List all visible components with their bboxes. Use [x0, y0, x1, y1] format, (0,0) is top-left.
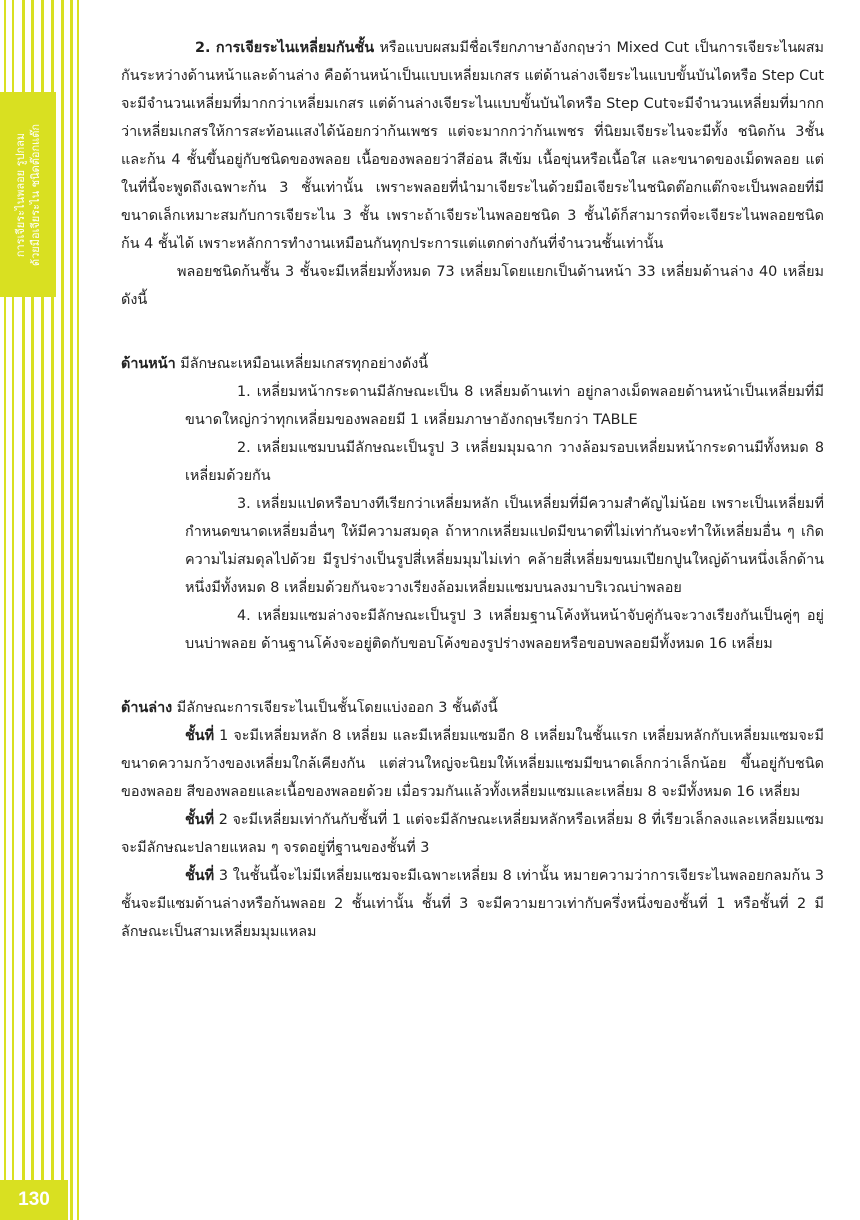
section2-paragraph: [121, 34, 824, 258]
tier-number: 3: [218, 868, 228, 884]
front-heading-line: [121, 350, 824, 378]
stripe: [61, 0, 64, 1220]
back-heading: ด้านล่าง: [121, 700, 173, 716]
front-list-item: 2. เหลี่ยมแซมบนมีลักษณะเป็นรูป 3 เหลี่ยมมุมฉาก วางล้อมรอบเหลี่ยมหน้ากระดานมีทั้งหมด 8 เหลี่ยมด้วยกัน: [185, 440, 824, 484]
tier-paragraph: [121, 722, 824, 806]
tier-label: ชั้นที่: [185, 812, 215, 828]
tier-number: 2: [218, 812, 228, 828]
tier-text: ในชั้นนี้จะไม่มีเหลี่ยมแซมจะมีเฉพาะเหลี่ยม 8 เท่านั้น หมายความว่าการเจียระไนพลอยกลมก้น 3 ชั้นจะมีแซมด้านล่างหรือก้นพลอย 2 ชั้นเท่านั้น ชั้นที่ 3 จะมีความยาวเท่ากับครึ่งหนึ่งของชั้นที่ 1 หรือชั้นที่ 2 มีลักษณะเป็นสามเหลี่ยมมุมแหลม: [121, 868, 824, 940]
tier-number: 1: [219, 728, 229, 744]
page-number: 130: [18, 1189, 50, 1210]
section2-title: การเจียระไนเหลี่ยมกันชั้น: [215, 40, 375, 56]
tier-label: ชั้นที่: [185, 728, 215, 744]
front-list: [121, 378, 824, 658]
spacer: [121, 314, 824, 350]
chapter-side-title-line1: การเจียระไนพลอย รูปกลม: [14, 132, 28, 257]
tier-label: ชั้นที่: [185, 868, 215, 884]
section2-body: หรือแบบผสมมีชื่อเรียกภาษาอังกฤษว่า Mixed Cut เป็นการเจียระไนผสมกันระหว่างด้านหน้าและด้านล่าง คือด้านหน้าเป็นแบบเหลี่ยมเกสร แต่ด้านล่างเจียระไนแบบขั้นบันไดหรือ Step Cut จะมีจำนวนเหลี่ยมที่มากกว่าเหลี่ยมเกสร แต่ด้านล่างเจียระไนแบบขั้นบันไดหรือ Step Cutจะมีจำนวนเหลี่ยมที่มากกว่าเหลี่ยมเกสรให้การสะท้อนแสงได้น้อยกว่าก้นเพชร แต่จะมากกว่าก้นเพชร ที่นิยมเจียระไนจะมีทั้ง ชนิดก้น 3ชั้น และก้น 4 ชั้นขึ้นอยู่กับชนิดของพลอย เนื้อของพลอยว่าสีอ่อน สีเข้ม เนื้อขุ่นหรือเนื้อใส และขนาดของเม็ดพลอย แต่ในที่นี้จะพูดถึงเฉพาะก้น 3 ชั้นเท่านั้น เพราะพลอยที่นำมาเจียระไนด้วยมือเจียระไนชนิดต๊อกแต๊กจะเป็นพลอยที่มีขนาดเล็กเหมาะสมกับการเจียระไน 3 ชั้น เพราะถ้าเจียระไนพลอยชนิด 3 ชั้นได้ก็สามารถที่จะเจียระไนพลอยชนิดก้น 4 ชั้นได้ เพราะหลักการทำงานเหมือนกันทุกประการแต่แตกต่างกันที่จำนวนชั้นเท่านั้น: [121, 40, 825, 252]
front-intro: มีลักษณะเหมือนเหลี่ยมเกสรทุกอย่างดังนี้: [180, 356, 429, 372]
page-number-box: [0, 1180, 68, 1220]
front-list-item: 3. เหลี่ยมแปดหรือบางทีเรียกว่าเหลี่ยมหลัก เป็นเหลี่ยมที่มีความสำคัญไม่น้อย เพราะเป็นเหลี่ยมที่กำหนดขนาดเหลี่ยมอื่นๆ ให้มีความสมดุล ถ้าหากเหลี่ยมแปดมีขนาดที่ไม่เท่ากันจะทำให้เหลี่ยมอื่น ๆ เกิดความไม่สมดุลไปด้วย มีรูปร่างเป็นรูปสี่เหลี่ยมมุมไม่เท่า คล้ายสี่เหลี่ยมขนมเปียกปูนใหญ่ด้านหนึ่งเล็กด้านหนึ่งมีทั้งหมด 8 เหลี่ยมด้วยกันจะวางเรียงล้อมเหลี่ยมแซมบนลงมาบริเวณบ่าพลอย: [185, 496, 824, 596]
spacer: [121, 658, 824, 694]
section2-summary: พลอยชนิดก้นชั้น 3 ชั้นจะมีเหลี่ยมทั้งหมด 73 เหลี่ยมโดยแยกเป็นด้านหน้า 33 เหลี่ยมด้านล่าง 40 เหลี่ยมดังนี้: [121, 264, 824, 308]
front-list-item: 1. เหลี่ยมหน้ากระดานมีลักษณะเป็น 8 เหลี่ยมด้านเท่า อยู่กลางเม็ดพลอยด้านหน้าเป็นเหลี่ยมที่มีขนาดใหญ่กว่าทุกเหลี่ยมของพลอยมี 1 เหลี่ยมภาษาอังกฤษเรียกว่า TABLE: [185, 384, 824, 428]
back-intro: มีลักษณะการเจียระไนเป็นชั้นโดยแบ่งออก 3 ชั้นดังนี้: [176, 700, 498, 716]
tier-text: จะมีเหลี่ยมหลัก 8 เหลี่ยม และมีเหลี่ยมแซมอีก 8 เหลี่ยมในชั้นแรก เหลี่ยมหลักกับเหลี่ยมแซมจะมีขนาดความกว้างของเหลี่ยมใกล้เคียงกัน แต่ส่วนใหญ่จะนิยมให้เหลี่ยมแซมมีขนาดเล็กกว่าเล็กน้อย ขึ้นอยู่กับชนิดของพลอย สีของพลอยและเนื้อของพลอยด้วย เมื่อรวมกันแล้วทั้งเหลี่ยมแซมและเหลี่ยม 8 จะมีทั้งหมด 16 เหลี่ยม: [121, 728, 824, 800]
stripe: [77, 0, 79, 1220]
tier-paragraph: [121, 806, 824, 862]
page-content: [121, 34, 824, 946]
stripe: [70, 0, 73, 1220]
front-heading: ด้านหน้า: [121, 356, 176, 372]
chapter-side-title-line2: ด้วยมือเจียระไน ชนิดต๊อกแต๊ก: [29, 123, 43, 266]
chapter-side-tab: [0, 92, 56, 297]
tier-paragraph: [121, 862, 824, 946]
section2-number: 2.: [195, 40, 211, 56]
tier-text: จะมีเหลี่ยมเท่ากันกับชั้นที่ 1 แต่จะมีลักษณะเหลี่ยมหลักหรือเหลี่ยม 8 ที่เรียวเล็กลงและเหลี่ยมแซมจะมีลักษณะปลายแหลม ๆ จรดอยู่ที่ฐานของชั้นที่ 3: [121, 812, 824, 856]
back-heading-line: [121, 694, 824, 722]
chapter-side-title: [13, 123, 43, 265]
front-list-item: 4. เหลี่ยมแซมล่างจะมีลักษณะเป็นรูป 3 เหลี่ยมฐานโค้งหันหน้าจับคู่กันจะวางเรียงกันเป็นคู่ๆ อยู่บนบ่าพลอย ด้านฐานโค้งจะอยู่ติดกับขอบโค้งของรูปร่างพลอยหรือขอบพลอยมีทั้งหมด 16 เหลี่ยม: [185, 608, 824, 652]
